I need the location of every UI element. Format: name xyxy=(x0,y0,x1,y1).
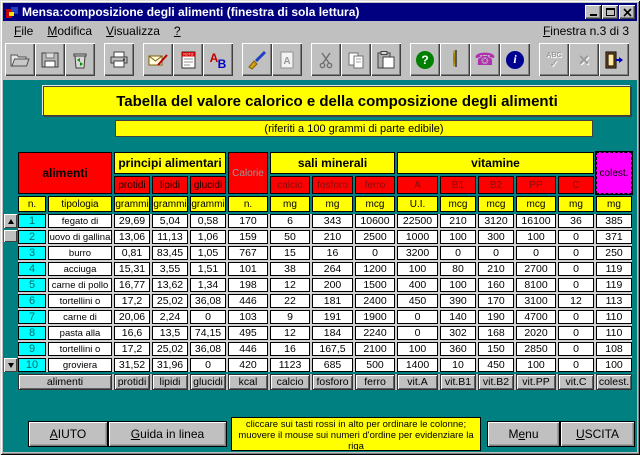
value-cell: 360 xyxy=(440,342,476,356)
value-cell: 0 xyxy=(355,246,395,260)
footer-button-protidi[interactable]: protidi xyxy=(114,374,150,390)
value-cell: 0 xyxy=(558,262,594,276)
value-cell: 2240 xyxy=(355,326,395,340)
value-cell: 31,52 xyxy=(114,358,150,372)
value-cell: 1200 xyxy=(355,262,395,276)
close-button[interactable] xyxy=(619,5,635,19)
unit-cell: tipologia xyxy=(48,196,112,212)
sort-button-glucidi[interactable]: glucidi xyxy=(190,176,226,194)
value-cell: 83,45 xyxy=(152,246,188,260)
value-cell: 13,06 xyxy=(114,230,150,244)
value-cell: 190 xyxy=(478,310,514,324)
table-header xyxy=(18,152,632,212)
value-cell: 50 xyxy=(270,230,310,244)
value-cell: 13,5 xyxy=(152,326,188,340)
unit-cell: mcg xyxy=(440,196,476,212)
value-cell: 74,15 xyxy=(190,326,226,340)
unit-cell: mcg xyxy=(355,196,395,212)
value-cell: 0 xyxy=(190,358,226,372)
value-cell: 371 xyxy=(596,230,632,244)
value-cell: 0 xyxy=(558,278,594,292)
row-number[interactable]: 2 xyxy=(18,230,46,244)
value-cell: 8100 xyxy=(516,278,556,292)
value-cell: 22 xyxy=(270,294,310,308)
value-cell: 385 xyxy=(596,214,632,228)
value-cell: 1900 xyxy=(355,310,395,324)
aiuto-button[interactable]: A IUTO xyxy=(28,421,108,447)
arrow-up-icon xyxy=(8,219,14,224)
svg-text:A: A xyxy=(283,55,291,67)
value-cell: 400 xyxy=(397,278,438,292)
scroll-down-button[interactable] xyxy=(4,358,17,372)
footer-button-kcal[interactable]: kcal xyxy=(228,374,268,390)
value-cell: 150 xyxy=(478,342,514,356)
food-name-cell: carne di pollo xyxy=(48,278,112,292)
value-cell: 16 xyxy=(312,246,353,260)
value-cell: 500 xyxy=(355,358,395,372)
tips-button[interactable] xyxy=(440,43,470,76)
guida-in-linea-button[interactable]: G uida in linea xyxy=(108,421,227,447)
value-cell: 2100 xyxy=(355,342,395,356)
footer-button-vit.C[interactable]: vit.C xyxy=(558,374,594,390)
help-button[interactable] xyxy=(410,43,440,76)
value-cell: 113 xyxy=(596,294,632,308)
value-cell: 1400 xyxy=(397,358,438,372)
unit-cell: mg xyxy=(558,196,594,212)
unit-cell: grammi xyxy=(114,196,150,212)
format-a-icon xyxy=(276,50,298,70)
row-number[interactable]: 1 xyxy=(18,214,46,228)
value-cell: 446 xyxy=(228,342,268,356)
value-cell: 0 xyxy=(190,310,226,324)
svg-text:A: A xyxy=(209,50,219,65)
value-cell: 15 xyxy=(270,246,310,260)
send-mail-button[interactable] xyxy=(143,43,173,76)
open-folder-icon xyxy=(9,50,31,70)
value-cell: 6 xyxy=(270,214,310,228)
value-cell: 103 xyxy=(228,310,268,324)
value-cell: 12 xyxy=(270,326,310,340)
food-name-cell: burro xyxy=(48,246,112,260)
value-cell: 17,2 xyxy=(114,342,150,356)
exit-button[interactable] xyxy=(599,43,629,76)
value-cell: 25,02 xyxy=(152,342,188,356)
sort-button-PP[interactable]: PP xyxy=(516,176,556,194)
maximize-icon xyxy=(606,8,615,16)
title-bar[interactable] xyxy=(3,3,637,21)
close-icon xyxy=(623,8,632,17)
toolbar xyxy=(3,41,637,80)
value-cell: 4700 xyxy=(516,310,556,324)
value-cell: 264 xyxy=(312,262,353,276)
paste-icon xyxy=(375,50,397,70)
sort-abc-icon xyxy=(207,50,229,70)
sort-button-B1[interactable]: B1 xyxy=(440,176,476,194)
food-name-cell: tortellini o xyxy=(48,294,112,308)
menu-visualizza[interactable]: Visualizza xyxy=(106,24,160,38)
spellcheck-icon: ABC ✓ xyxy=(546,51,562,70)
sort-button-lipidi[interactable]: lipidi xyxy=(152,176,188,194)
sort-button-ferro[interactable]: ferro xyxy=(355,176,395,194)
footer-button-alimenti[interactable]: alimenti xyxy=(18,374,112,390)
value-cell: 119 xyxy=(596,262,632,276)
sort-button-B2[interactable]: B2 xyxy=(478,176,514,194)
value-cell: 100 xyxy=(440,230,476,244)
value-cell: 80 xyxy=(440,262,476,276)
paste-button[interactable] xyxy=(371,43,401,76)
menu-help[interactable]: ? xyxy=(173,24,181,38)
value-cell: 16,77 xyxy=(114,278,150,292)
maximize-button[interactable] xyxy=(602,5,618,19)
paintbrush-button[interactable] xyxy=(242,43,272,76)
save-button[interactable] xyxy=(35,43,65,76)
value-cell: 1,51 xyxy=(190,262,226,276)
value-cell: 20,06 xyxy=(114,310,150,324)
value-cell: 1000 xyxy=(397,230,438,244)
value-cell: 3200 xyxy=(397,246,438,260)
value-cell: 210 xyxy=(478,262,514,276)
value-cell: 1500 xyxy=(355,278,395,292)
value-cell: 0 xyxy=(516,246,556,260)
footer-button-glucidi[interactable]: glucidi xyxy=(190,374,226,390)
food-name-cell: fegato di xyxy=(48,214,112,228)
value-cell: 2,24 xyxy=(152,310,188,324)
menu-bar xyxy=(3,21,637,41)
footer-button-ferro[interactable]: ferro xyxy=(355,374,395,390)
value-cell: 100 xyxy=(397,262,438,276)
value-cell: 3120 xyxy=(478,214,514,228)
footer-button-fosforo[interactable]: fosforo xyxy=(312,374,353,390)
value-cell: 168 xyxy=(478,326,514,340)
value-cell: 16,6 xyxy=(114,326,150,340)
help-icon: ? xyxy=(416,51,434,69)
sort-button-fosforo[interactable]: fosforo xyxy=(312,176,353,194)
value-cell: 10 xyxy=(440,358,476,372)
paintbrush-icon xyxy=(246,50,268,70)
cancel-icon: × xyxy=(578,49,590,70)
value-cell: 0 xyxy=(558,358,594,372)
value-cell: 36,08 xyxy=(190,342,226,356)
value-cell: 3,55 xyxy=(152,262,188,276)
column-group-sali-minerali: sali minerali xyxy=(270,152,395,174)
value-cell: 0 xyxy=(397,326,438,340)
value-cell: 198 xyxy=(228,278,268,292)
sort-button-calcio[interactable]: calcio xyxy=(270,176,310,194)
value-cell: 0 xyxy=(478,246,514,260)
food-name-cell: carne di xyxy=(48,310,112,324)
footer-button-vit.B1[interactable]: vit.B1 xyxy=(440,374,476,390)
phone-icon: ☎ xyxy=(474,50,496,69)
value-cell: 5,04 xyxy=(152,214,188,228)
print-button[interactable] xyxy=(104,43,134,76)
value-cell: 2850 xyxy=(516,342,556,356)
value-cell: 110 xyxy=(596,310,632,324)
window-counter-label: Finestra n.3 di 3 xyxy=(542,24,629,38)
value-cell: 101 xyxy=(228,262,268,276)
unit-cell: grammi xyxy=(152,196,188,212)
value-cell: 495 xyxy=(228,326,268,340)
table-footer xyxy=(18,374,632,390)
scrollbar-thumb[interactable] xyxy=(4,230,17,242)
value-cell: 450 xyxy=(478,358,514,372)
value-cell: 767 xyxy=(228,246,268,260)
value-cell: 36,08 xyxy=(190,294,226,308)
value-cell: 0 xyxy=(558,326,594,340)
value-cell: 13,62 xyxy=(152,278,188,292)
value-cell: 160 xyxy=(478,278,514,292)
value-cell: 184 xyxy=(312,326,353,340)
unit-cell: mg xyxy=(312,196,353,212)
value-cell: 31,96 xyxy=(152,358,188,372)
sort-button-calorie[interactable]: Calorie xyxy=(228,152,268,194)
value-cell: 9 xyxy=(270,310,310,324)
value-cell: 0 xyxy=(558,342,594,356)
food-name-cell: groviera xyxy=(48,358,112,372)
footer-button-vit.B2[interactable]: vit.B2 xyxy=(478,374,514,390)
value-cell: 100 xyxy=(516,230,556,244)
sort-button-A[interactable]: A xyxy=(397,176,438,194)
app-icon xyxy=(5,5,19,19)
value-cell: 38 xyxy=(270,262,310,276)
arrow-down-icon xyxy=(8,363,14,368)
sort-abc-button[interactable] xyxy=(203,43,233,76)
sort-button-C[interactable]: C xyxy=(558,176,594,194)
value-cell: 108 xyxy=(596,342,632,356)
value-cell: 17,2 xyxy=(114,294,150,308)
menu-button[interactable]: M e nu xyxy=(487,421,560,447)
value-cell: 167,5 xyxy=(312,342,353,356)
exit-door-icon xyxy=(603,50,625,70)
value-cell: 1123 xyxy=(270,358,310,372)
value-cell: 15,31 xyxy=(114,262,150,276)
svg-text:NOTIZ: NOTIZ xyxy=(183,52,194,57)
format-text-button[interactable] xyxy=(272,43,302,76)
cancel-button[interactable] xyxy=(569,43,599,76)
value-cell: 110 xyxy=(596,326,632,340)
mail-icon xyxy=(147,50,169,70)
page-subtitle: (riferiti a 100 grammi di parte edibile) xyxy=(115,120,593,137)
value-cell: 140 xyxy=(440,310,476,324)
trash-icon xyxy=(69,50,91,70)
column-group-vitamine: vitamine xyxy=(397,152,594,174)
client-area xyxy=(3,80,637,452)
value-cell: 450 xyxy=(397,294,438,308)
minimize-button[interactable] xyxy=(585,5,601,19)
value-cell: 2700 xyxy=(516,262,556,276)
row-number[interactable]: 10 xyxy=(18,358,46,372)
value-cell: 1,06 xyxy=(190,230,226,244)
value-cell: 0 xyxy=(558,230,594,244)
value-cell: 11,13 xyxy=(152,230,188,244)
value-cell: 191 xyxy=(312,310,353,324)
floppy-icon xyxy=(39,50,61,70)
page-title: Tabella del valore calorico e della composizione degli alimenti xyxy=(43,86,631,116)
value-cell: 12 xyxy=(270,278,310,292)
value-cell: 302 xyxy=(440,326,476,340)
value-cell: 390 xyxy=(440,294,476,308)
sort-button-alimenti[interactable]: alimenti xyxy=(18,152,112,194)
value-cell: 0 xyxy=(558,246,594,260)
value-cell: 0 xyxy=(440,246,476,260)
footer-button-calcio[interactable]: calcio xyxy=(270,374,310,390)
hint-message: cliccare sui tasti rossi in alto per ordinare le colonne; muovere il mouse sui numeri d'ordine per evidenziare la riga xyxy=(231,417,481,451)
copy-button[interactable] xyxy=(341,43,371,76)
row-number[interactable]: 9 xyxy=(18,342,46,356)
value-cell: 170 xyxy=(478,294,514,308)
value-cell: 16100 xyxy=(516,214,556,228)
row-number[interactable]: 5 xyxy=(18,278,46,292)
value-cell: 22500 xyxy=(397,214,438,228)
unit-cell: n. xyxy=(18,196,46,212)
notes-icon xyxy=(177,50,199,70)
value-cell: 16 xyxy=(270,342,310,356)
value-cell: 29,69 xyxy=(114,214,150,228)
row-number[interactable]: 8 xyxy=(18,326,46,340)
value-cell: 159 xyxy=(228,230,268,244)
value-cell: 300 xyxy=(478,230,514,244)
value-cell: 343 xyxy=(312,214,353,228)
value-cell: 2400 xyxy=(355,294,395,308)
value-cell: 1,34 xyxy=(190,278,226,292)
uscita-button[interactable]: U SCITA xyxy=(560,421,635,447)
value-cell: 119 xyxy=(596,278,632,292)
value-cell: 25,02 xyxy=(152,294,188,308)
food-name-cell: tortellini o xyxy=(48,342,112,356)
info-button[interactable] xyxy=(500,43,530,76)
spellcheck-button[interactable] xyxy=(539,43,569,76)
minimize-icon xyxy=(590,14,597,16)
value-cell: 181 xyxy=(312,294,353,308)
footer-button-colest.[interactable]: colest. xyxy=(596,374,632,390)
open-file-button[interactable] xyxy=(5,43,35,76)
row-number[interactable]: 3 xyxy=(18,246,46,260)
value-cell: 1,05 xyxy=(190,246,226,260)
info-icon: i xyxy=(506,51,524,69)
value-cell: 446 xyxy=(228,294,268,308)
notes-button[interactable] xyxy=(173,43,203,76)
value-cell: 2500 xyxy=(355,230,395,244)
menu-file[interactable]: File xyxy=(14,24,34,38)
menu-modifica[interactable]: Modifica xyxy=(47,24,93,38)
unit-cell: mcg xyxy=(516,196,556,212)
sort-button-protidi[interactable]: protidi xyxy=(114,176,150,194)
value-cell: 100 xyxy=(596,358,632,372)
footer-button-vit.A[interactable]: vit.A xyxy=(397,374,438,390)
value-cell: 0,81 xyxy=(114,246,150,260)
value-cell: 36 xyxy=(558,214,594,228)
value-cell: 420 xyxy=(228,358,268,372)
printer-icon xyxy=(108,50,130,70)
unit-cell: n. xyxy=(228,196,268,212)
contact-button[interactable] xyxy=(470,43,500,76)
copy-icon xyxy=(345,50,367,70)
unit-cell: mcg xyxy=(478,196,514,212)
value-cell: 0 xyxy=(397,310,438,324)
value-cell: 170 xyxy=(228,214,268,228)
footer-button-vit.PP[interactable]: vit.PP xyxy=(516,374,556,390)
lightbulb-icon xyxy=(448,51,462,69)
value-cell: 250 xyxy=(596,246,632,260)
unit-cell: mg xyxy=(596,196,632,212)
value-cell: 100 xyxy=(397,342,438,356)
value-cell: 210 xyxy=(440,214,476,228)
footer-button-lipidi[interactable]: lipidi xyxy=(152,374,188,390)
value-cell: 12 xyxy=(558,294,594,308)
scissors-icon xyxy=(315,50,337,70)
value-cell: 200 xyxy=(312,278,353,292)
value-cell: 0 xyxy=(558,310,594,324)
scroll-up-button[interactable] xyxy=(4,214,17,228)
value-cell: 685 xyxy=(312,358,353,372)
row-number[interactable]: 4 xyxy=(18,262,46,276)
unit-cell: grammi xyxy=(190,196,226,212)
value-cell: 100 xyxy=(516,358,556,372)
svg-text:B: B xyxy=(217,56,227,70)
food-name-cell: pasta alla xyxy=(48,326,112,340)
value-cell: 10600 xyxy=(355,214,395,228)
row-number[interactable]: 7 xyxy=(18,310,46,324)
sort-button-colesterolo[interactable]: colest. xyxy=(596,152,632,194)
value-cell: 3100 xyxy=(516,294,556,308)
value-cell: 100 xyxy=(440,278,476,292)
value-cell: 210 xyxy=(312,230,353,244)
row-number[interactable]: 6 xyxy=(18,294,46,308)
window-title: Mensa:composizione degli alimenti (finestra di sola lettura) xyxy=(22,5,360,19)
value-cell: 2020 xyxy=(516,326,556,340)
cut-button[interactable] xyxy=(311,43,341,76)
unit-cell: U.I. xyxy=(397,196,438,212)
table-body xyxy=(18,214,632,372)
unit-cell: mg xyxy=(270,196,310,212)
column-group-principi-alimentari: principi alimentari xyxy=(114,152,226,174)
delete-button[interactable] xyxy=(65,43,95,76)
value-cell: 0,58 xyxy=(190,214,226,228)
food-name-cell: acciuga xyxy=(48,262,112,276)
food-name-cell: uovo di gallina xyxy=(49,231,111,243)
